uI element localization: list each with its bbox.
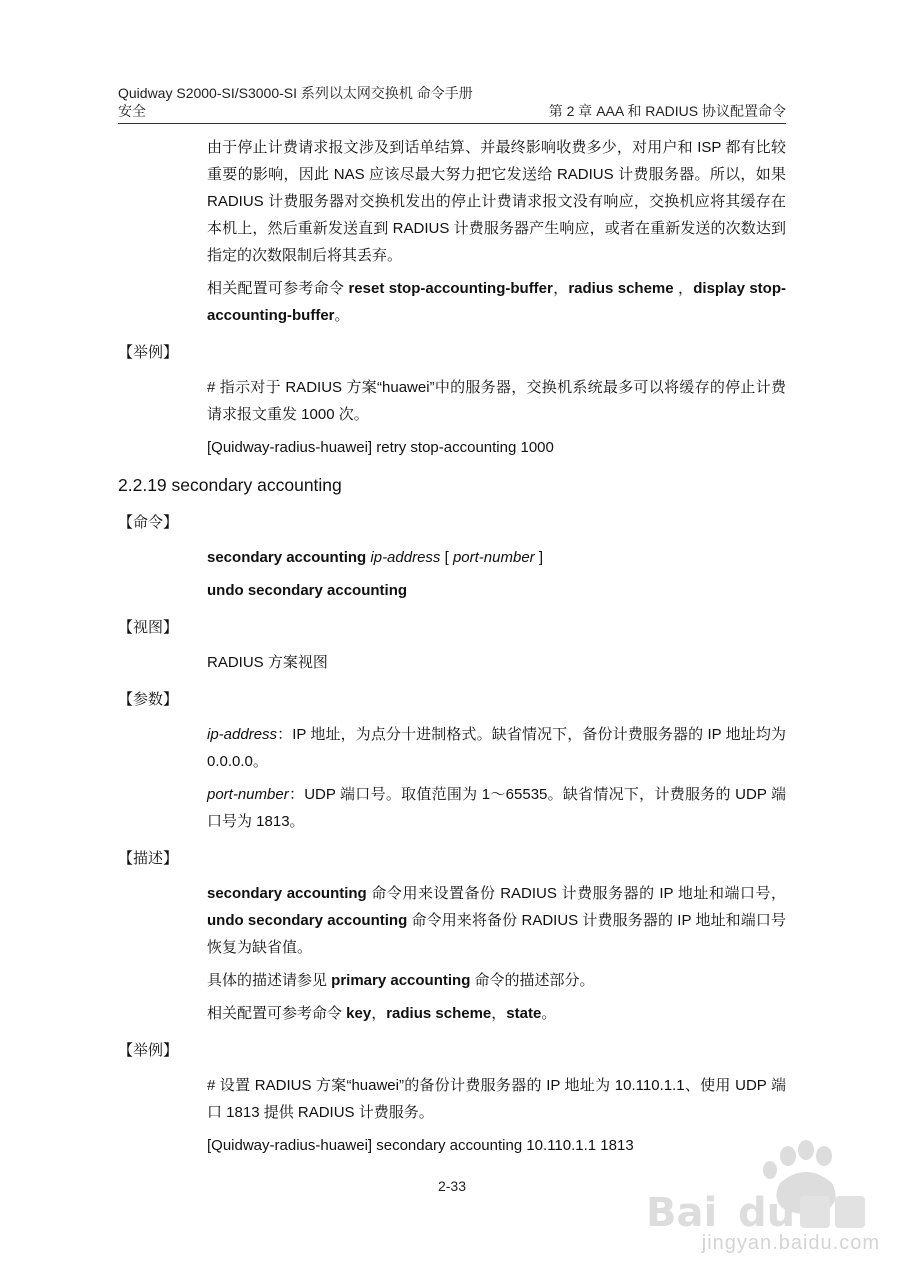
header-divider [118, 123, 786, 124]
page-header [118, 84, 786, 120]
description-label: 【描述】 [118, 850, 179, 867]
example2-command: [Quidway-radius-huawei] secondary accounting 10.110.1.1 1813 [207, 1137, 634, 1154]
description-related-commands: 相关配置可参考命令 key，radius scheme，state。 [207, 1005, 557, 1022]
description-reference: 具体的描述请参见 primary accounting 命令的描述部分。 [207, 972, 595, 989]
intro-related-commands: 相关配置可参考命令 reset stop-accounting-buffer，radius scheme ，display stop-accounting-buffer。 [207, 280, 786, 324]
example2-label: 【举例】 [118, 1042, 179, 1059]
example1-command: [Quidway-radius-huawei] retry stop-accounting 1000 [207, 439, 554, 456]
watermark-url: jingyan.baidu.com [701, 1232, 880, 1254]
command-label: 【命令】 [118, 514, 179, 531]
description-block [207, 880, 786, 1027]
intro-paragraph: 由于停止计费请求报文涉及到话单结算、并最终影响收费多少，对用户和 ISP 都有比较重要的影响，因此 NAS 应该尽最大努力把它发送给 RADIUS 计费服务器。所以，如果 RADIUS 计费服务器对交换机发出的停止计费请求报文没有响应，交换机应将其缓存在本机上，然后重新发送直到 RADIUS 计费服务器产生响应，或者在重新发送的次数达到指定的次数限制后将其丢弃。 [207, 139, 786, 264]
command-syntax: secondary accounting ip-address [ port-number ] [207, 549, 543, 566]
intro-block [207, 134, 786, 329]
view-text: RADIUS 方案视图 [207, 654, 328, 671]
page-number: 2-33 [437, 1178, 467, 1194]
section-title: 2.2.19 secondary accounting [118, 475, 342, 495]
cmd-display-stop-accounting-buffer: display stop-accounting-buffer [207, 280, 786, 324]
example2-description: # 设置 RADIUS 方案“huawei”的备份计费服务器的 IP 地址为 10.110.1.1、使用 UDP 端口 1813 提供 RADIUS 计费服务。 [207, 1077, 786, 1121]
description-paragraph: secondary accounting 命令用来设置备份 RADIUS 计费服务器的 IP 地址和端口号，undo secondary accounting 命令用来将备份 RADIUS 计费服务器的 IP 地址和端口号恢复为缺省值。 [207, 885, 786, 956]
command-block [207, 544, 786, 604]
svg-text:du: du [738, 1190, 796, 1236]
svg-text:Bai: Bai [646, 1190, 718, 1236]
example1-block [207, 374, 786, 461]
cmd-radius-scheme: radius scheme [568, 280, 674, 297]
param-port-number: port-number：UDP 端口号。取值范围为 1～65535。缺省情况下，计费服务的 UDP 端口号为 1813。 [207, 786, 786, 830]
header-manual-title: Quidway S2000-SI/S3000-SI 系列以太网交换机 命令手册 [118, 85, 473, 101]
param-ip-address: ip-address：IP 地址，为点分十进制格式。缺省情况下，备份计费服务器的 IP 地址均为 0.0.0.0。 [207, 726, 786, 770]
example1-label: 【举例】 [118, 344, 179, 361]
header-chapter: 第 2 章 AAA 和 RADIUS 协议配置命令 [548, 103, 786, 119]
example1-description: # 指示对于 RADIUS 方案“huawei”中的服务器，交换机系统最多可以将缓存的停止计费请求报文重发 1000 次。 [207, 379, 786, 423]
params-label: 【参数】 [118, 691, 179, 708]
view-label: 【视图】 [118, 619, 179, 636]
params-block [207, 721, 786, 835]
cmd-reset-stop-accounting-buffer: reset stop-accounting-buffer [348, 280, 553, 297]
view-block [207, 649, 786, 676]
page-content [118, 134, 786, 1165]
header-section: 安全 [118, 103, 146, 119]
undo-command-syntax: undo secondary accounting [207, 582, 408, 599]
